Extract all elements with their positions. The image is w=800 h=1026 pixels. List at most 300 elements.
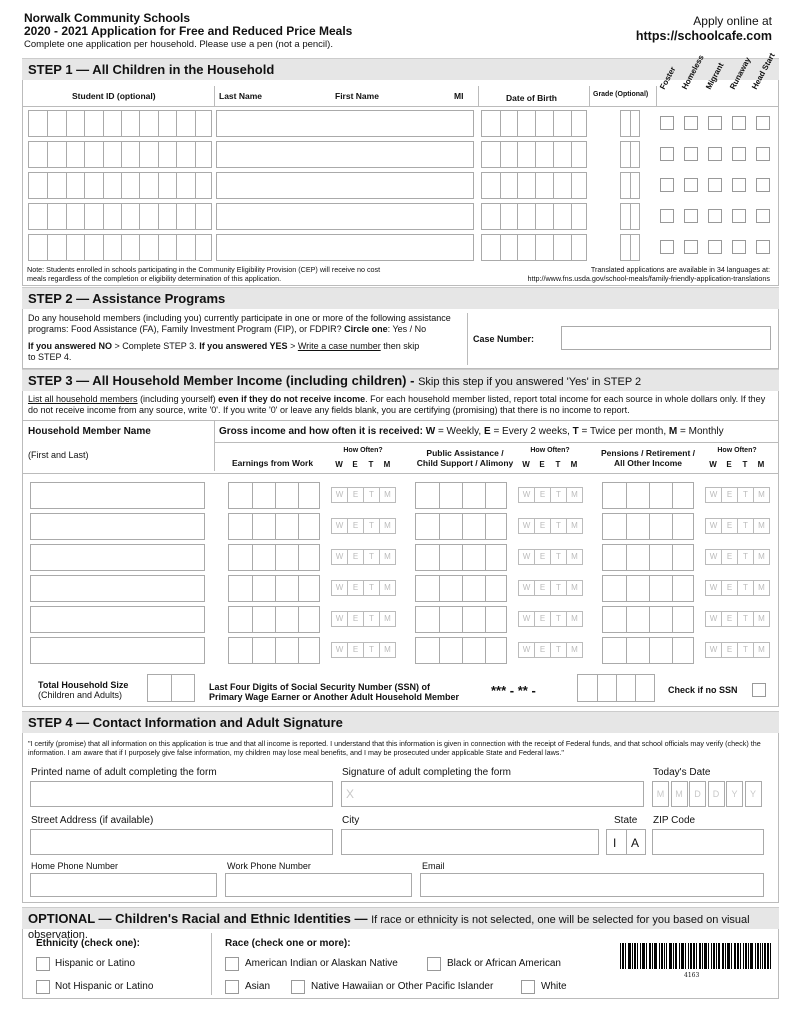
digit-divider [139,111,140,136]
status-checkbox[interactable] [756,116,770,130]
frequency-option[interactable]: M [753,518,770,534]
printed-name-label: Printed name of adult completing the form [31,767,217,778]
frequency-option[interactable]: M [566,487,583,503]
date-of-birth-input[interactable] [481,141,587,168]
member-name-input[interactable] [30,544,205,571]
digit-divider [571,173,572,198]
income-amount-input[interactable] [228,606,320,633]
frequency-option[interactable]: M [753,549,770,565]
no-ssn-checkbox[interactable] [752,683,766,697]
digit-divider [176,235,177,260]
status-checkbox[interactable] [684,209,698,223]
date-digit-box[interactable]: D [689,781,706,807]
status-checkbox[interactable] [708,147,722,161]
income-amount-input[interactable] [602,637,694,664]
frequency-option[interactable]: M [566,518,583,534]
digit-divider [103,204,104,229]
barcode-bar [735,943,736,969]
zip-code-input[interactable] [652,829,764,855]
white-label: White [541,981,567,992]
printed-name-input[interactable] [30,781,333,807]
frequency-option[interactable]: E [721,642,738,658]
digit-divider [275,545,276,570]
frequency-selector[interactable] [518,549,582,565]
barcode-bar [711,943,712,969]
frequency-option[interactable]: E [534,518,551,534]
status-checkbox[interactable] [684,178,698,192]
frequency-option[interactable]: E [721,611,738,627]
frequency-option[interactable]: M [566,611,583,627]
frequency-option[interactable]: W [705,518,722,534]
white-checkbox[interactable] [521,980,535,994]
barcode-bar [718,943,719,969]
grade-input[interactable] [620,172,640,199]
student-id-input[interactable] [28,110,212,137]
frequency-option[interactable]: T [737,580,754,596]
digit-divider [47,111,48,136]
frequency-option[interactable]: M [379,580,396,596]
status-checkbox[interactable] [708,178,722,192]
status-checkbox[interactable] [732,147,746,161]
digit-divider [626,545,627,570]
asian-checkbox[interactable] [225,980,239,994]
status-checkbox[interactable] [756,209,770,223]
frequency-option[interactable]: T [550,518,567,534]
frequency-selector[interactable] [518,518,582,534]
digit-divider [553,173,554,198]
member-name-input[interactable] [30,606,205,633]
frequency-option[interactable]: E [534,487,551,503]
total-household-size-input[interactable] [147,674,195,702]
frequency-option[interactable]: T [363,642,380,658]
optional-title-note: If race or ethnicity is not selected, one will be selected for you based on visual observation. [28,914,750,941]
date-of-birth-input[interactable] [481,234,587,261]
frequency-option[interactable]: E [347,580,364,596]
not-hispanic-label: Not Hispanic or Latino [55,981,154,992]
digit-divider [462,545,463,570]
income-amount-input[interactable] [602,482,694,509]
frequency-option[interactable]: T [737,549,754,565]
ssn-last-four-input[interactable] [577,674,655,702]
frequency-option[interactable]: E [347,642,364,658]
student-id-input[interactable] [28,141,212,168]
frequency-option[interactable]: T [737,642,754,658]
home-phone-input[interactable] [30,873,217,897]
barcode-bar [683,943,684,969]
step2-question [28,313,464,334]
household-member-name-label: Household Member Name [28,426,151,437]
header-title-block [24,12,352,38]
frequency-option[interactable]: T [363,518,380,534]
frequency-option[interactable]: E [534,642,551,658]
frequency-option[interactable]: W [331,611,348,627]
frequency-option[interactable]: M [379,487,396,503]
digit-divider [485,638,486,663]
barcode-bar [625,943,626,969]
digit-divider [649,576,650,601]
date-of-birth-input[interactable] [481,110,587,137]
barcode-bar [673,943,674,969]
frequency-selector[interactable] [331,549,395,565]
step3-instructions [28,394,773,415]
frequency-option[interactable]: W [705,580,722,596]
digit-divider [500,204,501,229]
frequency-selector[interactable] [331,642,395,658]
if-yes-text: then skip to STEP 4. [28,341,420,362]
digit-divider [252,576,253,601]
digit-divider [535,204,536,229]
status-checkbox[interactable] [660,209,674,223]
digit-divider [553,235,554,260]
wetm-header-letter: E [539,460,545,469]
digit-divider [47,173,48,198]
frequency-option[interactable]: E [534,549,551,565]
status-checkbox[interactable] [756,178,770,192]
digit-divider [485,483,486,508]
frequency-option[interactable]: E [721,518,738,534]
barcode-bar [725,943,726,969]
frequency-option[interactable]: W [518,642,535,658]
pacific-islander-label: Native Hawaiian or Other Pacific Islander [311,981,494,992]
translation-note-text: Translated applications are available in 34 languages at: [590,265,770,274]
digit-divider [517,173,518,198]
income-amount-input[interactable] [602,606,694,633]
frequency-selector[interactable] [331,580,395,596]
digit-divider [571,204,572,229]
american-indian-checkbox[interactable] [225,957,239,971]
status-checkbox[interactable] [660,240,674,254]
barcode-bar [699,943,700,969]
digit-divider [158,142,159,167]
child-name-input[interactable] [216,110,474,137]
barcode-bar [752,943,753,969]
grade-input[interactable] [620,234,640,261]
frequency-selector[interactable] [331,611,395,627]
student-id-input[interactable] [28,234,212,261]
barcode-bar [688,943,689,969]
frequency-option[interactable]: T [363,611,380,627]
digit-divider [630,173,631,198]
ethnicity-label: Ethnicity (check one): [36,938,140,949]
barcode-bar [755,943,756,969]
income-amount-input[interactable] [415,482,507,509]
frequency-option[interactable]: M [566,549,583,565]
frequency-option[interactable]: T [363,549,380,565]
barcode-bar [727,943,728,969]
if-yes-label: If you answered YES [199,341,288,351]
street-address-input[interactable] [30,829,333,855]
digit-divider [649,514,650,539]
frequency-option[interactable]: M [753,611,770,627]
street-address-label: Street Address (if available) [31,815,154,826]
digit-divider [485,545,486,570]
member-name-input[interactable] [30,637,205,664]
signature-input[interactable] [341,781,644,807]
barcode-bar [743,943,744,969]
frequency-option[interactable]: W [331,549,348,565]
status-checkbox[interactable] [756,147,770,161]
child-name-input[interactable] [216,234,474,261]
col-homeless: Homeless [680,53,706,91]
frequency-selector[interactable] [331,487,395,503]
digit-divider [500,235,501,260]
frequency-option[interactable]: T [550,642,567,658]
frequency-selector[interactable] [705,518,769,534]
date-digit-box[interactable]: D [708,781,725,807]
status-checkbox[interactable] [732,209,746,223]
status-checkbox[interactable] [684,116,698,130]
yes-no-options[interactable]: : Yes / No [387,323,427,334]
digit-divider [84,173,85,198]
digit-divider [275,607,276,632]
digit-divider [252,607,253,632]
freq-text: = Twice per month, [581,426,667,437]
digit-divider [298,483,299,508]
barcode-bar [655,943,656,969]
wetm-header [331,460,395,469]
frequency-option[interactable]: E [347,611,364,627]
frequency-selector[interactable] [705,642,769,658]
member-name-input[interactable] [30,482,205,509]
frequency-option[interactable]: T [550,580,567,596]
digit-divider [672,514,673,539]
frequency-option[interactable]: T [550,487,567,503]
income-amount-input[interactable] [228,575,320,602]
frequency-option[interactable]: M [753,580,770,596]
date-of-birth-input[interactable] [481,172,587,199]
digit-divider [517,204,518,229]
gross-income-legend [219,426,724,437]
status-checkbox[interactable] [684,240,698,254]
barcode-bar [714,943,715,969]
email-input[interactable] [420,873,764,897]
frequency-selector[interactable] [518,580,582,596]
income-amount-input[interactable] [602,513,694,540]
status-checkbox[interactable] [660,178,674,192]
frequency-option[interactable]: M [566,580,583,596]
frequency-option[interactable]: M [379,642,396,658]
frequency-option[interactable]: W [705,549,722,565]
hispanic-checkbox[interactable] [36,957,50,971]
barcode-bar [762,943,763,969]
frequency-option[interactable]: W [518,518,535,534]
barcode-bar [694,943,695,969]
barcode-bar [737,943,738,969]
grade-input[interactable] [620,203,640,230]
frequency-option[interactable]: W [705,642,722,658]
frequency-option[interactable]: W [331,642,348,658]
state-input[interactable] [606,829,646,855]
status-checkbox[interactable] [708,240,722,254]
frequency-legend [426,426,724,437]
frequency-option[interactable]: M [379,611,396,627]
income-amount-input[interactable] [415,637,507,664]
pacific-islander-checkbox[interactable] [291,980,305,994]
frequency-selector[interactable] [518,611,582,627]
wetm-header [518,460,582,469]
barcode-bar [650,943,651,969]
income-amount-input[interactable] [602,544,694,571]
frequency-option[interactable]: T [737,611,754,627]
frequency-option[interactable]: M [753,642,770,658]
income-amount-input[interactable] [228,513,320,540]
frequency-option[interactable]: W [331,518,348,534]
status-checkbox[interactable] [732,178,746,192]
status-checkbox[interactable] [660,116,674,130]
digit-divider [121,111,122,136]
digit-divider [439,638,440,663]
ssn-line2: Primary Wage Earner or Another Adult Household Member [209,692,460,702]
email-label: Email [422,861,445,871]
signature-x-mark: X [346,787,355,801]
apply-online-url[interactable]: https://schoolcafe.com [635,29,772,43]
barcode-bar [716,943,717,969]
status-checkbox[interactable] [684,147,698,161]
frequency-option[interactable]: T [737,518,754,534]
income-amount-input[interactable] [228,544,320,571]
member-name-input[interactable] [30,513,205,540]
frequency-option[interactable]: E [534,611,551,627]
status-checkbox[interactable] [660,147,674,161]
date-digit-box[interactable]: M [652,781,669,807]
status-checkbox[interactable] [708,116,722,130]
translation-url[interactable]: http://www.fns.usda.gov/school-meals/family-friendly-application-translations [527,273,770,283]
gross-income-label: Gross income and how often it is received: [219,426,423,437]
not-hispanic-checkbox[interactable] [36,980,50,994]
frequency-option[interactable]: W [518,487,535,503]
frequency-selector[interactable] [705,580,769,596]
date-digit-box[interactable]: Y [726,781,743,807]
frequency-option[interactable]: E [721,549,738,565]
barcode-bar [705,943,706,969]
barcode-bar [751,943,752,969]
digit-divider [84,204,85,229]
digit-divider [462,638,463,663]
frequency-option[interactable]: M [379,549,396,565]
barcode-bar [669,943,670,969]
frequency-selector[interactable] [518,642,582,658]
digit-divider [535,235,536,260]
frequency-option[interactable]: E [534,580,551,596]
status-checkbox[interactable] [732,240,746,254]
status-checkbox[interactable] [756,240,770,254]
frequency-option[interactable]: E [347,487,364,503]
total-size-line1: Total Household Size [38,680,129,690]
frequency-option[interactable]: T [363,580,380,596]
frequency-option[interactable]: E [721,487,738,503]
date-digit-box[interactable]: Y [745,781,762,807]
digit-divider [649,545,650,570]
frequency-option[interactable]: T [550,611,567,627]
freq-text: = Weekly, [437,426,482,437]
frequency-option[interactable]: M [379,518,396,534]
black-checkbox[interactable] [427,957,441,971]
child-name-input[interactable] [216,172,474,199]
child-name-input[interactable] [216,203,474,230]
barcode-bar [652,943,653,969]
income-amount-input[interactable] [415,544,507,571]
city-label: City [342,815,360,826]
grade-input[interactable] [620,141,640,168]
certification-statement: "I certify (promise) that all information on this application is true and that all income is reported. I understand that this information is given in connection with the receipt of Federal funds, and that school officials may verify (check) the information. I am aware that if I purposely give false information, my children may lose meal benefits, and I may be prosecuted under applicable State and Federal laws." [28,739,761,757]
digit-divider [298,607,299,632]
digit-divider [139,204,140,229]
digit-divider [439,576,440,601]
date-digit-box[interactable]: M [671,781,688,807]
frequency-option[interactable]: T [737,487,754,503]
frequency-option[interactable]: W [518,611,535,627]
frequency-selector[interactable] [705,611,769,627]
barcode-bar [750,943,751,969]
frequency-selector[interactable] [331,518,395,534]
digit-divider [500,111,501,136]
status-checkbox[interactable] [708,209,722,223]
student-id-input[interactable] [28,203,212,230]
freq-key: W [425,426,438,437]
col-migrant: Migrant [704,61,726,91]
income-amount-input[interactable] [228,637,320,664]
frequency-option[interactable]: E [347,549,364,565]
member-name-input[interactable] [30,575,205,602]
digit-divider [121,142,122,167]
apply-online [636,14,772,44]
frequency-option[interactable]: W [518,549,535,565]
barcode-bar [768,943,769,969]
digit-divider [158,204,159,229]
case-number-input[interactable] [561,326,771,350]
frequency-selector[interactable] [705,549,769,565]
frequency-option[interactable]: W [705,611,722,627]
digit-divider [485,607,486,632]
city-input[interactable] [341,829,599,855]
digit-divider [47,204,48,229]
frequency-option[interactable]: E [721,580,738,596]
frequency-option[interactable]: M [566,642,583,658]
frequency-option[interactable]: W [331,580,348,596]
income-amount-input[interactable] [415,606,507,633]
income-amount-input[interactable] [602,575,694,602]
digit-divider [553,142,554,167]
frequency-option[interactable]: W [331,487,348,503]
child-name-input[interactable] [216,141,474,168]
digit-divider [535,173,536,198]
frequency-option[interactable]: T [363,487,380,503]
optional-header [22,907,779,941]
total-household-size-label [38,680,128,700]
wetm-header-letter: E [352,460,358,469]
student-id-input[interactable] [28,172,212,199]
frequency-selector[interactable] [705,487,769,503]
income-amount-input[interactable] [415,575,507,602]
hispanic-label: Hispanic or Latino [55,958,136,969]
home-phone-label: Home Phone Number [31,861,119,871]
income-amount-input[interactable] [415,513,507,540]
date-of-birth-input[interactable] [481,203,587,230]
state-letter-1: I [613,836,617,850]
grade-input[interactable] [620,110,640,137]
frequency-option[interactable]: M [753,487,770,503]
frequency-option[interactable]: T [550,549,567,565]
work-phone-input[interactable] [225,873,412,897]
status-checkbox[interactable] [732,116,746,130]
barcode-bar [632,943,633,969]
income-amount-input[interactable] [228,482,320,509]
digit-divider [462,607,463,632]
frequency-option[interactable]: E [347,518,364,534]
frequency-option[interactable]: W [705,487,722,503]
frequency-selector[interactable] [518,487,582,503]
frequency-option[interactable]: W [518,580,535,596]
